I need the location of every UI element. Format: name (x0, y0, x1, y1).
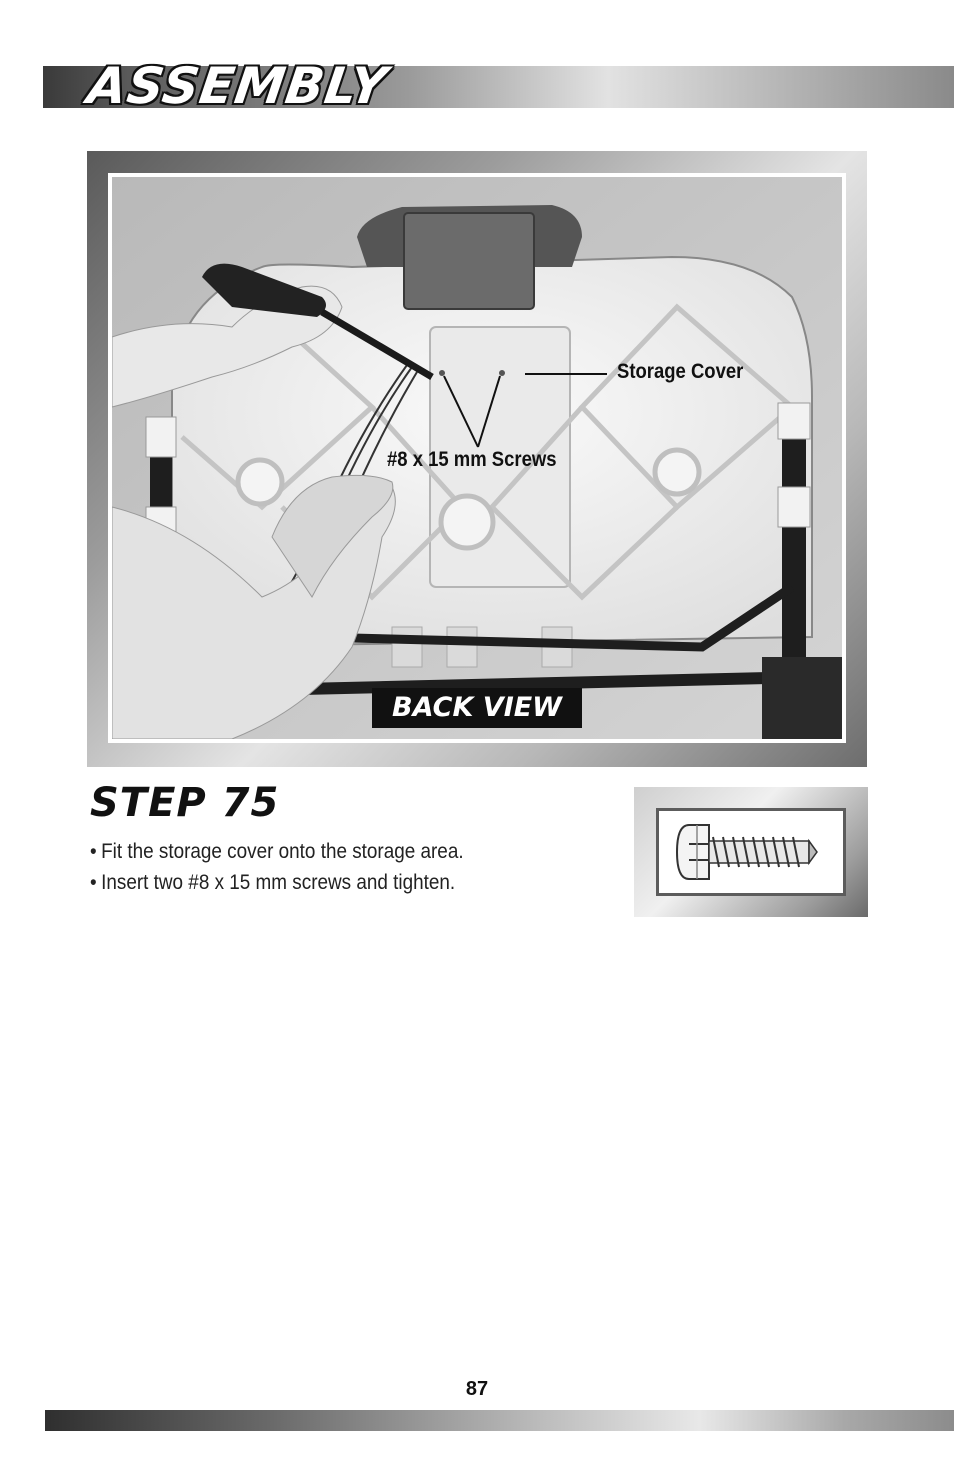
instruction-list (90, 836, 464, 898)
page-title: ASSEMBLY (83, 57, 392, 115)
instruction-item: • Fit the storage cover onto the storage area. (90, 836, 464, 867)
view-label-badge: BACK VIEW (372, 688, 582, 728)
footer-bar (45, 1410, 954, 1431)
instruction-item: • Insert two #8 x 15 mm screws and tighten. (90, 867, 464, 898)
callout-storage-cover: Storage Cover (617, 360, 744, 383)
step-title: STEP 75 (90, 780, 280, 826)
page-number: 87 (465, 1378, 489, 1400)
hardware-box-inner (656, 808, 846, 896)
screw-icon (659, 811, 843, 893)
callout-screws: #8 x 15 mm Screws (387, 448, 557, 471)
